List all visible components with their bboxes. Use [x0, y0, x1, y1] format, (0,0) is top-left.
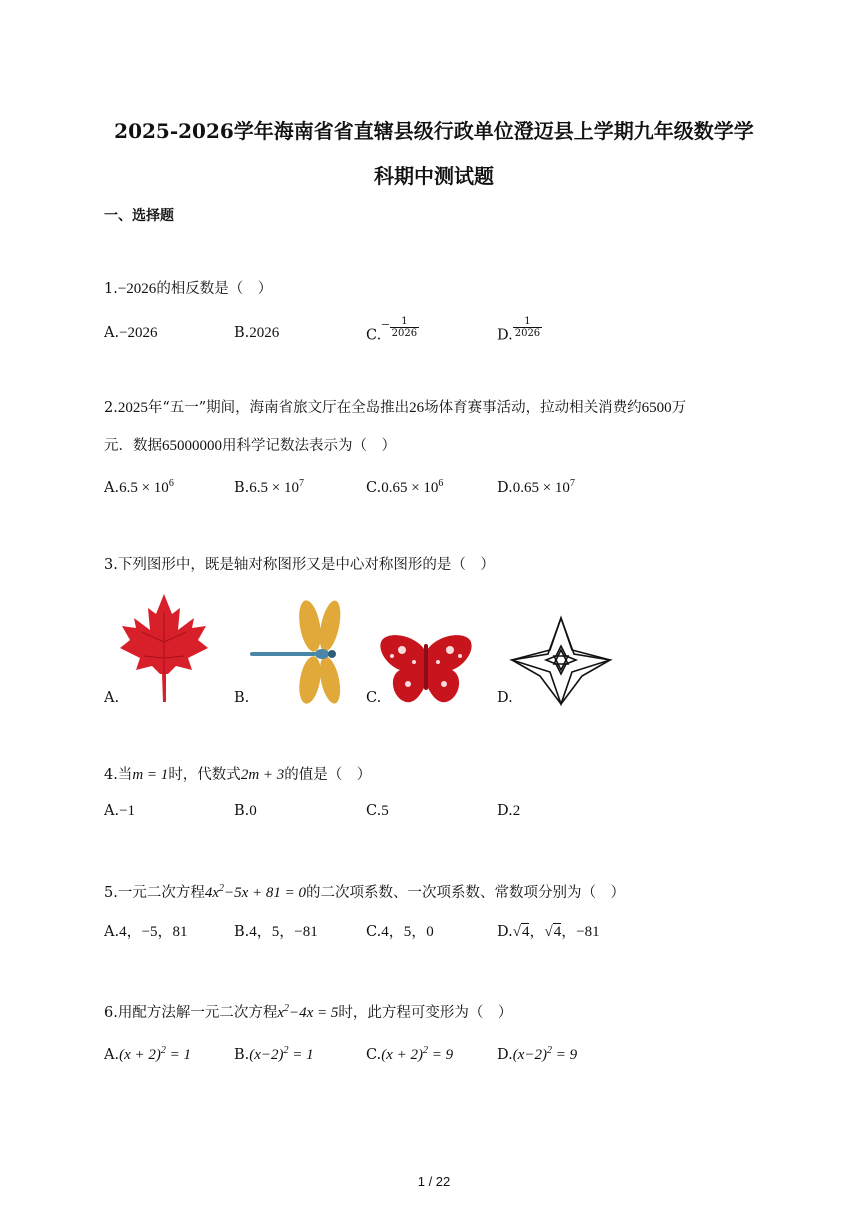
- q6-option-c[interactable]: $C.(x + 2)^2 = 9$: [366, 1045, 454, 1063]
- option-value: 2026: [249, 325, 280, 341]
- q2-option-a[interactable]: $A.6.5 \times 10^6$: [104, 478, 174, 496]
- section-heading-choice: 一、选择题: [104, 208, 174, 224]
- question-5: 5.一元二次方程$4x^2-5x + 81 = 0$的二次项系数、一次项系数、常数项分别为（ ）: [104, 883, 626, 901]
- q3-option-d[interactable]: D.: [497, 690, 513, 706]
- q4-option-d[interactable]: D.2: [497, 803, 521, 819]
- square-root: 4: [553, 924, 562, 940]
- dragonfly-image: [248, 600, 348, 704]
- document-title-line-2: 科期中测试题: [374, 164, 494, 188]
- q2-option-b[interactable]: $B.6.5 \times 10^7$: [234, 478, 304, 496]
- q3-option-b[interactable]: B.: [234, 690, 250, 706]
- q2-option-c[interactable]: $C.0.65 \times 10^6$: [366, 478, 444, 496]
- maple-leaf-image: [118, 592, 210, 704]
- square-root: 4: [521, 924, 530, 940]
- q4-option-b[interactable]: B.0: [234, 803, 257, 819]
- q6-option-a[interactable]: $A.(x + 2)^2 = 1$: [104, 1045, 191, 1063]
- fraction: $\frac{1}{2026}$: [391, 316, 418, 339]
- document-title-line-1: 2025-2026学年海南省省直辖县级行政单位澄迈县上学期九年级数学学: [114, 119, 754, 143]
- q2-option-d[interactable]: $D.0.65 \times 10^7$: [497, 478, 575, 496]
- q5-option-d[interactable]: D.√4，√4，−81: [497, 924, 600, 940]
- butterfly-image: [378, 632, 474, 708]
- question-3: 3.下列图形中，既是轴对称图形又是中心对称图形的是（ ）: [104, 557, 495, 573]
- q6-option-b[interactable]: $B.(x-2)^2 = 1$: [234, 1045, 314, 1063]
- q6-option-d[interactable]: $D.(x-2)^2 = 9$: [497, 1045, 578, 1063]
- q5-option-a[interactable]: A.4，−5，81: [104, 924, 188, 940]
- question-number: 1.: [104, 281, 118, 297]
- q1-option-c[interactable]: C.− $\frac{1}{2026}$: [366, 316, 418, 344]
- q1-option-a[interactable]: A.−2026: [104, 325, 158, 341]
- question-2-line-1: 2.2025年“五一”期间，海南省旅文厅在全岛推出26场体育赛事活动，拉动相关消费约6500万: [104, 400, 687, 416]
- q5-option-c[interactable]: C.4，5，0: [366, 924, 434, 940]
- question-1: [104, 277, 272, 298]
- q3-option-c[interactable]: C.: [366, 690, 382, 706]
- q4-option-c[interactable]: C.5: [366, 803, 389, 819]
- q1-option-d[interactable]: D. $\frac{1}{2026}$: [497, 316, 541, 344]
- question-6: 6.用配方法解一元二次方程$x^2-4x = 5$时，此方程可变形为（ ）: [104, 1003, 513, 1021]
- page-number: 1 / 22: [417, 1174, 451, 1189]
- option-value: −2026: [119, 325, 158, 341]
- q3-option-a[interactable]: A.: [104, 690, 120, 706]
- q4-option-a[interactable]: A.−1: [104, 803, 136, 819]
- q5-option-b[interactable]: B.4，5，−81: [234, 924, 318, 940]
- math-expression: −2026: [117, 281, 157, 297]
- fraction: $\frac{1}{2026}$: [514, 316, 541, 339]
- star-figure-image: [510, 616, 612, 706]
- question-4: 4.当m = 1时，代数式2m + 3的值是（ ）: [104, 767, 372, 783]
- q1-option-b[interactable]: B.2026: [234, 325, 280, 341]
- question-text: 的相反数是（ ）: [156, 281, 273, 297]
- question-2-line-2: 元．数据65000000用科学记数法表示为（ ）: [104, 438, 396, 454]
